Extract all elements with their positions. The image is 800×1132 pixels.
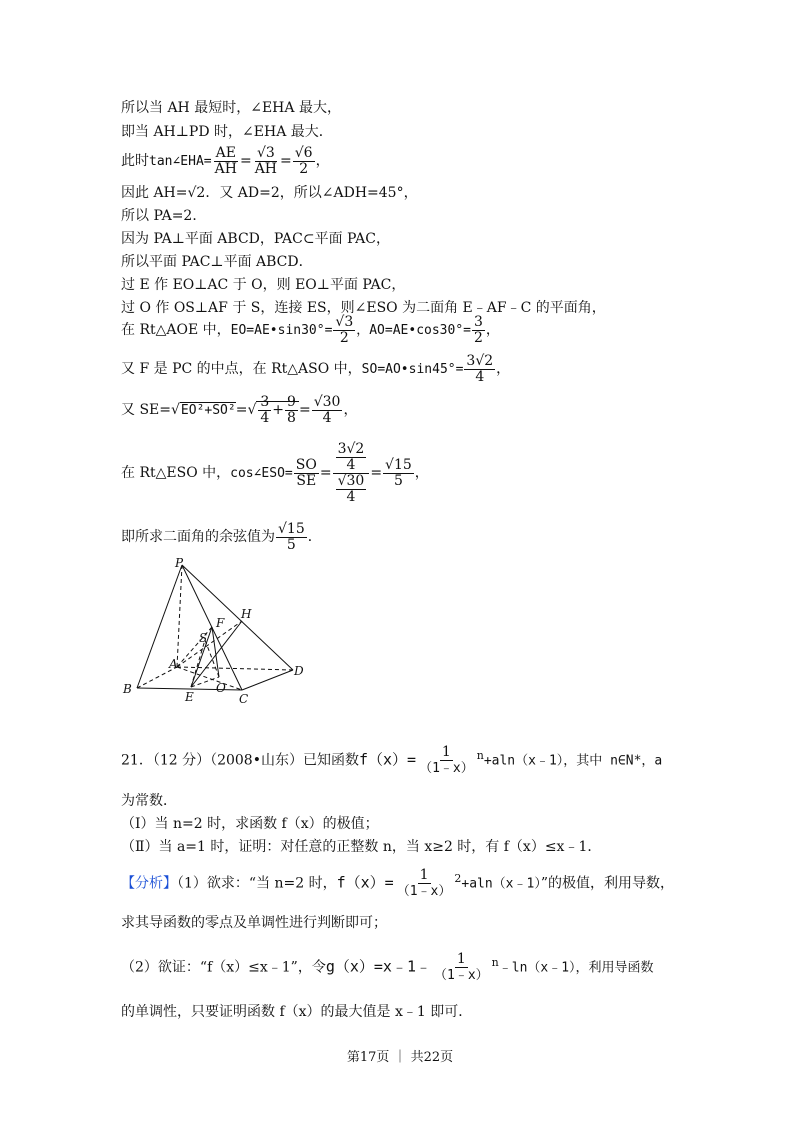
exponent: 2 — [454, 872, 462, 885]
fraction — [417, 745, 476, 776]
text: 在 Rt△ESO 中， — [121, 465, 231, 481]
text: 即所求二面角的余弦值为 — [121, 529, 275, 545]
label-B: B — [123, 682, 132, 696]
fraction — [285, 395, 298, 426]
numerator: AE — [215, 144, 236, 161]
denominator: 4 — [475, 368, 485, 385]
analysis-line-2: 求其导函数的零点及单调性进行判断即可； — [121, 915, 387, 931]
line-2: 即当 AH⊥PD 时，∠EHA 最大． — [121, 124, 333, 140]
line-7: 所以平面 PAC⊥平面 ABCD． — [121, 254, 313, 270]
numerator: 1 — [456, 951, 466, 968]
exponent: n — [491, 956, 499, 969]
denominator: 5 — [286, 536, 296, 553]
text: ”的极值，利用导数， — [540, 875, 675, 892]
denominator: 2 — [299, 160, 309, 177]
text: 在 Rt△AOE 中， — [121, 322, 231, 338]
formula-tail: +aln（x﹣1） — [461, 876, 541, 892]
analysis-line-1 — [121, 858, 674, 906]
question-1: （Ⅰ）当 n=2 时，求函数 f（x）的极值； — [121, 816, 379, 832]
edge-AD — [177, 667, 293, 670]
analysis-tag: 【分析】 — [121, 875, 177, 892]
analysis-line-4: 的单调性，只要证明函数 f（x）的最大值是 x﹣1 即可． — [121, 1004, 473, 1020]
label-E: E — [185, 690, 194, 704]
label-C: C — [239, 692, 249, 706]
edge-PA — [177, 565, 182, 667]
numerator: √30 — [313, 393, 341, 410]
formula: EO=AE•sin30°= — [230, 323, 333, 338]
equals: = — [235, 402, 248, 418]
label-S: S — [199, 631, 208, 645]
denominator: 2 — [473, 329, 483, 346]
numerator: 3√2 — [466, 352, 494, 369]
label-D: D — [294, 664, 304, 678]
equals: = — [298, 402, 311, 418]
problem-21-line-2: 为常数． — [121, 793, 177, 809]
formula: f（x）= — [358, 750, 417, 769]
label-F: F — [216, 616, 225, 630]
line-5: 所以 PA=2． — [121, 208, 207, 224]
label-A: A — [169, 657, 178, 671]
compound-denominator — [333, 474, 370, 505]
problem-head: 21．（12 分）（2008•山东）已知函数 — [121, 752, 359, 769]
edge-PD — [182, 565, 293, 670]
fraction — [258, 395, 271, 426]
edge-CD — [242, 670, 293, 690]
fraction — [336, 474, 367, 505]
text: 又 F 是 PC 的中点，在 Rt△ASO 中， — [121, 361, 362, 377]
text: （1）欲求：“当 n=2 时， — [177, 875, 337, 892]
analysis-line-3 — [121, 942, 654, 990]
punct: ． — [307, 529, 322, 545]
label-O: O — [216, 681, 226, 695]
numerator: 3√2 — [337, 440, 365, 457]
line-13 — [121, 438, 429, 509]
fraction — [213, 146, 239, 177]
fraction — [276, 522, 307, 553]
formula-tail: +aln（x﹣1），其中 n∈N*，a — [483, 753, 663, 769]
compound-fraction — [333, 442, 370, 505]
formula: ，AO=AE•cos30°= — [356, 323, 471, 338]
exponent: n — [476, 749, 484, 762]
line-9: 过 O 作 OS⊥AF 于 S，连接 ES，则∠ESO 为二面角 E﹣AF﹣C 的平面角， — [121, 300, 606, 316]
denominator: （1﹣x） — [419, 761, 474, 777]
denominator: SE — [296, 472, 317, 489]
numerator: √6 — [294, 144, 313, 161]
numerator: √15 — [278, 520, 305, 537]
punct: ， — [496, 361, 511, 377]
formula: cos∠ESO= — [230, 466, 293, 481]
pyramid-figure — [115, 555, 315, 710]
denominator: （1﹣x） — [396, 884, 452, 900]
fraction — [294, 458, 319, 489]
formula-tail: ﹣ln（x﹣1），利用导函数 — [498, 960, 654, 976]
numerator: √3 — [335, 313, 354, 330]
punct: ， — [414, 465, 429, 481]
text: 此时 — [121, 153, 149, 169]
label-H: H — [241, 607, 252, 621]
fraction — [336, 442, 367, 473]
numerator: √3 — [256, 144, 275, 161]
line-8: 过 E 作 EO⊥AC 于 O，则 EO⊥平面 PAC， — [121, 277, 406, 293]
formula: SO=AO•sin45°= — [361, 362, 464, 377]
line-11 — [121, 352, 510, 387]
numerator: 1 — [441, 744, 451, 761]
denominator: 4 — [346, 488, 356, 505]
segment-ES — [191, 640, 205, 687]
text: （2）欲证：“f（x）≤x﹣1”，令 — [121, 959, 326, 976]
punct: ， — [343, 402, 358, 418]
label-P: P — [175, 556, 184, 570]
page-footer: 第17页 ｜ 共22页 — [346, 1050, 454, 1065]
fraction — [333, 315, 355, 346]
line-1: 所以当 AH 最短时，∠EHA 最大， — [121, 100, 341, 116]
compound-numerator — [333, 442, 370, 474]
text: 又 SE= — [121, 402, 171, 418]
numerator: √15 — [385, 456, 412, 473]
problem-21-line-1 — [121, 735, 662, 783]
fraction — [383, 458, 414, 489]
formula: tan∠EHA= — [149, 154, 212, 169]
fraction — [395, 868, 454, 899]
fraction — [253, 146, 279, 177]
denominator: AH — [254, 160, 278, 177]
line-6: 因为 PA⊥平面 ABCD，PAC⊂平面 PAC， — [121, 231, 391, 247]
question-2: （Ⅱ）当 a=1 时，证明：对任意的正整数 n，当 x≥2 时，有 f（x）≤x﹣1． — [121, 839, 602, 855]
equals: = — [370, 465, 383, 481]
denominator: 2 — [339, 329, 349, 346]
fraction — [472, 315, 485, 346]
denominator: 4 — [322, 409, 332, 426]
denominator: 4 — [346, 456, 356, 473]
numerator: 1 — [419, 867, 429, 884]
numerator: 9 — [287, 393, 296, 410]
radicand-group — [256, 393, 299, 426]
equals: = — [319, 465, 332, 481]
line-10 — [121, 313, 500, 348]
denominator: 5 — [393, 472, 403, 489]
numerator: 3 — [473, 313, 483, 330]
formula: f（x）= — [336, 873, 394, 892]
line-3: 此时tan∠EHA= $\frac{AE}{AH}$ = $\frac{√3}{AH}$ = $\frac{√6}{2}$ ， — [121, 144, 330, 177]
segment-AH — [177, 621, 242, 667]
denominator: 8 — [287, 409, 296, 426]
denominator: （1﹣x） — [434, 968, 489, 984]
plus: + — [272, 402, 285, 418]
numerator: 3 — [260, 393, 270, 410]
numerator: √30 — [337, 472, 365, 489]
radicand: EO²+SO² — [180, 403, 236, 418]
line-14 — [121, 520, 322, 554]
fraction — [464, 354, 495, 385]
line-4: 因此 AH=√2．又 AD=2，所以∠ADH=45°， — [121, 185, 418, 201]
denominator: AH — [214, 160, 237, 177]
fraction — [293, 146, 315, 177]
line-12: 又 SE=√EO²+SO²=√ $\frac{3}{4}$ + $\frac{9}{8}$ = $\frac{√30}{4}$ ， — [121, 393, 358, 426]
punct: ， — [485, 322, 500, 338]
fraction — [432, 952, 491, 983]
denominator: 4 — [260, 409, 270, 426]
numerator: SO — [295, 456, 317, 473]
formula: g（x）=x﹣1﹣ — [325, 957, 431, 976]
fraction — [312, 395, 343, 426]
